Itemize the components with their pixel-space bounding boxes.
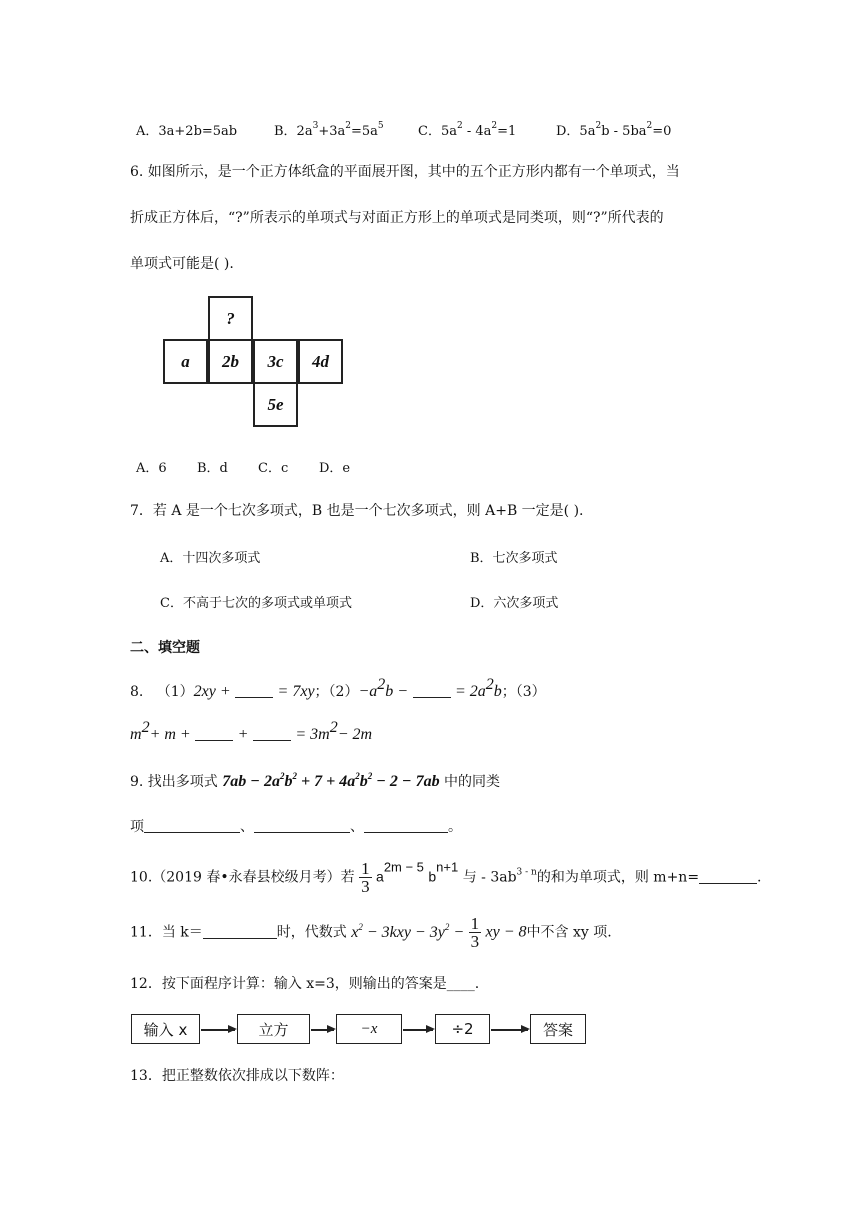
q9-blank-3[interactable] — [364, 818, 448, 833]
q9-blank-2[interactable] — [254, 818, 350, 833]
q8-blank-4[interactable] — [253, 726, 291, 741]
q10-fraction: $\frac{1}{3}$ — [361, 859, 370, 896]
net-cell-3c: 3c — [253, 339, 298, 384]
q11-line: 11．当 k＝ 时，代数式 $x^2 - 3kxy - 3y^2$ − $\frac{1}{3}$ xy − 8中不含 xy 项. — [130, 914, 612, 951]
section-heading-fill-in: 二、填空题 — [130, 640, 200, 656]
program-flowchart — [131, 1014, 591, 1046]
q8-line1: 8. （1）2xy + = 7xy；$(2)-a^2b$ − = $2a^2b$；（3） — [130, 676, 546, 700]
q8-blank-3[interactable] — [195, 726, 233, 741]
q8-blank-1[interactable] — [235, 683, 273, 698]
q5-option-b: B．$2a^3+3a^2=5a^5$ — [274, 121, 384, 139]
q13-stem: 13．把正整数依次排成以下数阵： — [130, 1068, 344, 1084]
flow-box-divide-2: ÷2 — [435, 1014, 490, 1044]
flow-arrow-3 — [403, 1029, 433, 1031]
q7-stem: 7．若 A 是一个七次多项式，B 也是一个七次多项式，则 A+B 一定是( ). — [130, 503, 584, 519]
q6-stem-line1: 6. 如图所示，是一个正方体纸盒的平面展开图，其中的五个正方形内都有一个单项式，当 — [130, 164, 680, 180]
q7-option-b: B．七次多项式 — [470, 551, 558, 566]
q6-option-d: D．e — [319, 461, 351, 476]
q9-blank-1[interactable] — [144, 818, 240, 833]
q11-blank[interactable] — [203, 924, 277, 939]
q12-stem: 12．按下面程序计算：输入 x=3，则输出的答案是____. — [130, 976, 480, 992]
q8-blank-2[interactable] — [413, 683, 451, 698]
q6-option-c: C．c — [258, 461, 289, 476]
flow-arrow-2 — [311, 1029, 334, 1031]
q5-option-c: C．$5a^2 - 4a^2=1$ — [418, 121, 517, 139]
q10-blank[interactable] — [699, 869, 757, 884]
q6-stem-line3: 单项式可能是( ). — [130, 256, 234, 272]
flow-box-input: 输入 x — [131, 1014, 200, 1044]
flow-arrow-4 — [491, 1029, 528, 1031]
flow-box-answer: 答案 — [530, 1014, 586, 1044]
q9-line2: 项 、 、 。 — [130, 819, 462, 835]
flow-box-minus-x: −x — [336, 1014, 402, 1044]
cube-net-figure — [163, 296, 347, 434]
q7-option-c: C．不高于七次的多项式或单项式 — [160, 596, 352, 611]
net-cell-a: a — [163, 339, 208, 384]
flow-box-cube: 立方 — [237, 1014, 310, 1044]
q9-line1: 9. 找出多项式 $7ab - 2a^2b^2 + 7 + 4a^2b^2 - 2 - 7ab$ 中的同类 — [130, 771, 501, 790]
q10-line: 10.（2019 春•永春县校级月考）若 $\frac{1}{3}$ $a^{2m - 5}$ $b^{n+1}$ 与 - $3ab^{3 - n}$的和为单项式，则 m+n= . — [130, 859, 762, 896]
q6-option-a: A．6 — [136, 461, 167, 476]
net-cell-2b: 2b — [208, 339, 253, 384]
q7-option-a: A．十四次多项式 — [160, 551, 261, 566]
q5-option-a: A．3a+2b=5ab — [136, 124, 238, 139]
q5-option-d: D．$5a^2b - 5ba^2=0$ — [556, 121, 672, 139]
q11-fraction: $\frac{1}{3}$ — [470, 914, 480, 951]
net-cell-question: ? — [208, 296, 253, 341]
q6-option-b: B．d — [197, 461, 228, 476]
q7-option-d: D．六次多项式 — [470, 596, 559, 611]
flow-arrow-1 — [201, 1029, 235, 1031]
q8-line2: $m^2+ m$ + + = $3m^2- 2m$ — [130, 719, 373, 743]
net-cell-4d: 4d — [298, 339, 343, 384]
net-cell-5e: 5e — [253, 382, 298, 427]
q6-stem-line2: 折成正方体后，“?”所表示的单项式与对面正方形上的单项式是同类项，则“?”所代表的 — [130, 210, 664, 226]
